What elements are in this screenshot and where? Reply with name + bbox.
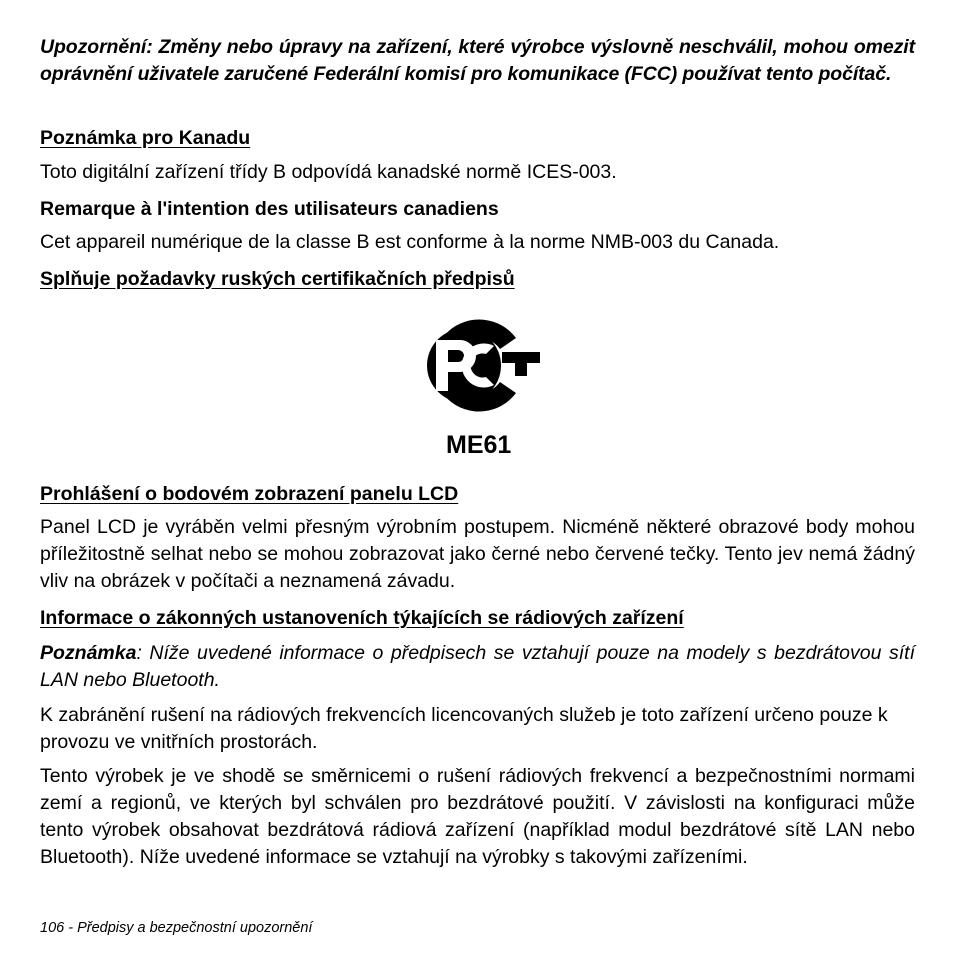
radio-paragraph-2: Tento výrobek je ve shodě se směrnicemi o rušení rádiových frekvencí a bezpečnostními normami zemí a regionů, ve kterých byl schválen pro bezdrátové použití. V závislosti na konfiguraci může tento výrobek obsahovat bezdrátová rádiová zařízení (například modul bezdrátové sítě LAN nebo Bluetooth). Níže uvedené informace se vztahují na výrobky s takovými zařízeními. [40, 765, 915, 868]
canada-fr-heading: Remarque à l'intention des utilisateurs canadiens [40, 198, 499, 220]
fcc-warning: Upozornění: Změny nebo úpravy na zařízení, které výrobce výslovně neschválil, mohou omezit oprávnění uživatele zaručené Federální komisí pro komunikace (FCC) používat tento počítač. [40, 36, 915, 85]
canada-fr-text: Cet appareil numérique de la classe B est conforme à la norme NMB-003 du Canada. [40, 231, 780, 253]
russia-heading: Splňuje požadavky ruských certifikačních předpisů [40, 268, 515, 290]
gost-logo-icon [418, 318, 542, 413]
page-footer: 106 - Předpisy a bezpečnostní upozornění [40, 920, 313, 936]
radio-note [40, 640, 915, 694]
lcd-text: Panel LCD je vyráběn velmi přesným výrobním postupem. Nicméně některé obrazové body mohou příležitostně selhat nebo se mohou zobrazovat jako černé nebo červené tečky. Tento jev nemá žádný vliv na obrázek v počítači a neznamená závadu. [40, 516, 915, 592]
radio-paragraph-1: K zabránění rušení na rádiových frekvencích licencovaných služeb je toto zařízení určeno pouze k provozu ve vnitřních prostorách. [40, 704, 888, 753]
lcd-heading: Prohlášení o bodovém zobrazení panelu LCD [40, 483, 459, 505]
note-text: : Níže uvedené informace o předpisech se vztahují pouze na modely s bezdrátovou sítí LAN nebo Bluetooth. [40, 642, 915, 691]
note-label: Poznámka [40, 642, 137, 664]
radio-heading: Informace o zákonných ustanoveních týkajících se rádiových zařízení [40, 607, 684, 629]
canada-heading: Poznámka pro Kanadu [40, 127, 251, 149]
document-page [40, 0, 915, 954]
certification-code: ME61 [446, 431, 512, 459]
gost-certification-logo [418, 318, 542, 413]
canada-text: Toto digitální zařízení třídy B odpovídá kanadské normě ICES-003. [40, 161, 617, 183]
